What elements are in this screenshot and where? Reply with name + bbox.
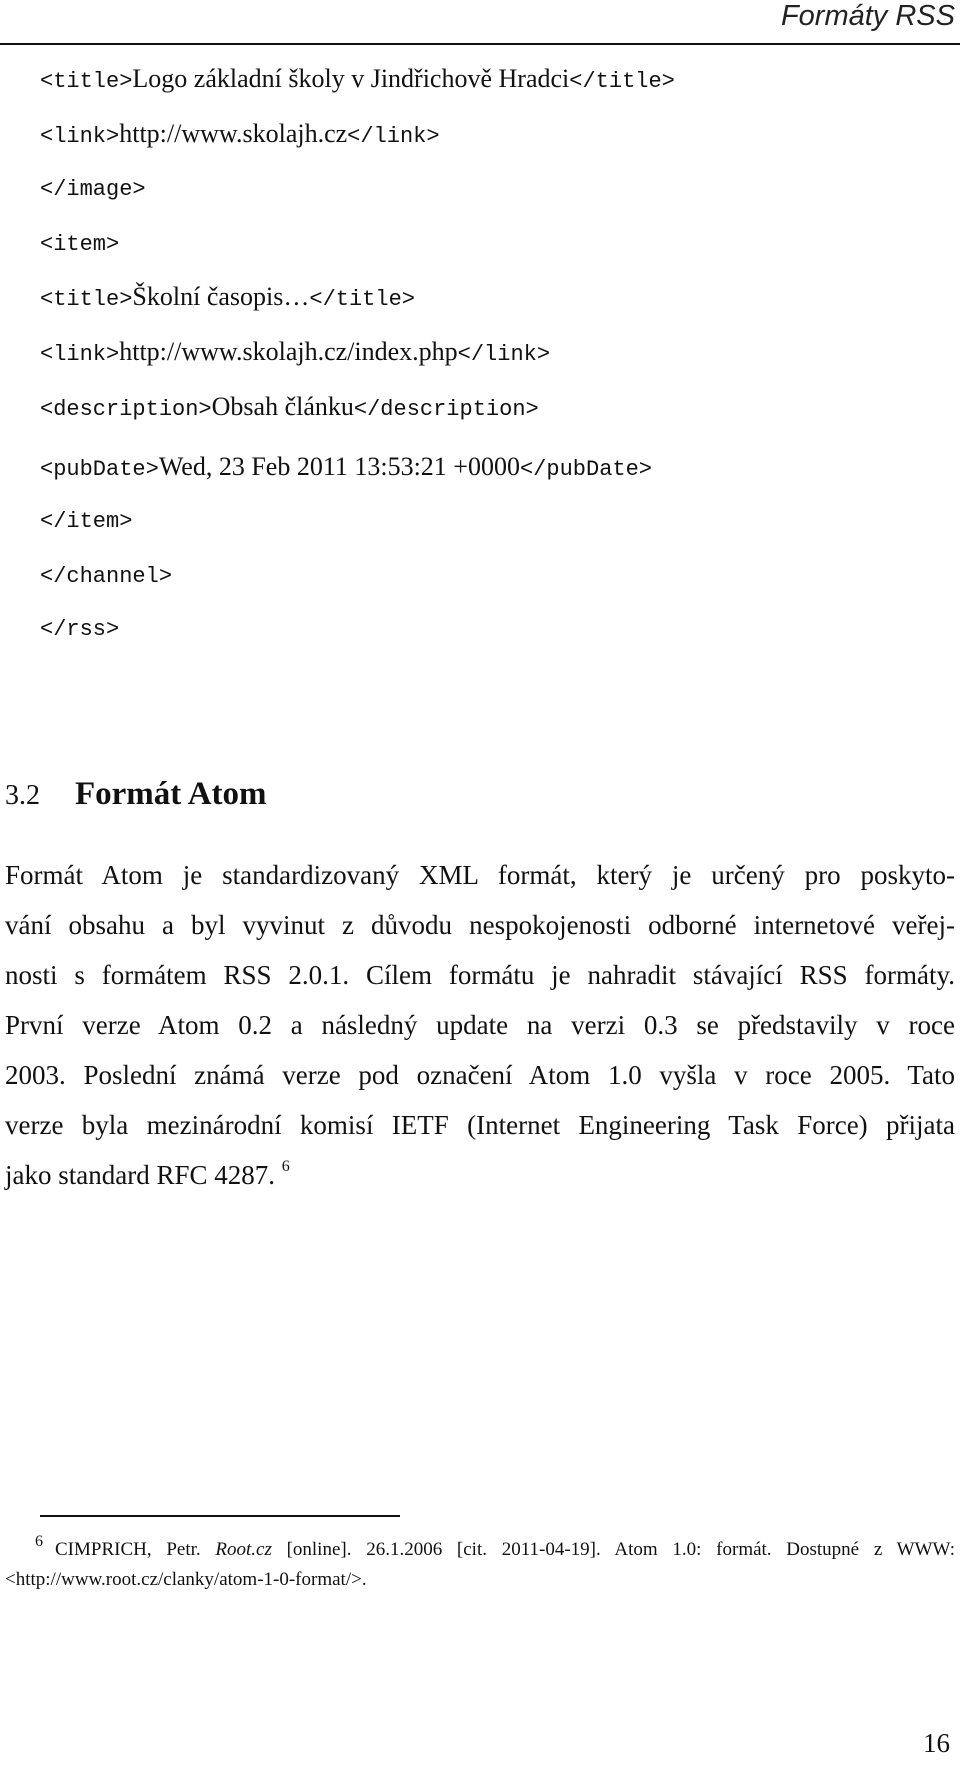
paragraph-line-last <box>5 1150 955 1200</box>
code-text: Školní časopis… <box>132 282 310 311</box>
section-number: 3.2 <box>5 780 40 811</box>
body-paragraph <box>5 850 955 1200</box>
running-header-title: Formáty RSS <box>780 0 955 32</box>
code-open-tag: <link> <box>40 124 120 149</box>
code-text: http://www.skolajh.cz <box>119 119 348 148</box>
code-close-tag: </pubDate> <box>519 457 653 482</box>
code-text: Obsah článku <box>211 392 354 421</box>
section-heading <box>5 774 267 816</box>
code-open-tag: </channel> <box>40 564 173 589</box>
code-open-tag: <pubDate> <box>40 457 159 482</box>
code-open-tag: <item> <box>40 232 120 257</box>
paragraph-line: Formát Atom je standardizovaný XML formát, který je určený pro poskyto- <box>5 860 955 890</box>
paragraph-line: verze byla mezinárodní komisí IETF (Internet Engineering Task Force) přijata <box>5 1110 955 1140</box>
code-line <box>40 504 132 537</box>
paragraph-line: 2003. Poslední známá verze pod označení Atom 1.0 vyšla v roce 2005. Tato <box>5 1060 955 1090</box>
section-title: Formát Atom <box>75 776 267 812</box>
code-open-tag: <title> <box>40 287 133 312</box>
code-open-tag: <title> <box>40 69 133 94</box>
code-open-tag: </item> <box>40 509 133 534</box>
code-open-tag: </image> <box>40 177 146 202</box>
code-line <box>40 227 119 260</box>
footnote-mark: 6 <box>35 1533 43 1550</box>
footnote-line-1 <box>5 1535 955 1565</box>
code-text: Wed, 23 Feb 2011 13:53:21 +0000 <box>158 452 520 481</box>
code-line <box>40 64 675 97</box>
code-line <box>40 392 539 425</box>
code-line <box>40 282 415 315</box>
footnote-source: Root.cz <box>215 1539 272 1560</box>
footnote-details: [online]. 26.1.2006 [cit. 2011-04-19]. Atom 1.0: formát. Dostupné z WWW: <box>286 1539 956 1560</box>
paragraph-line: První verze Atom 0.2 a následný update na verzi 0.3 se představily v roce <box>5 1010 955 1040</box>
code-open-tag: <link> <box>40 342 120 367</box>
footnote-url[interactable]: <http://www.root.cz/clanky/atom-1-0-format/>. <box>5 1569 367 1590</box>
code-close-tag: </link> <box>457 342 551 367</box>
code-close-tag: </title> <box>569 69 675 94</box>
code-line <box>40 612 119 645</box>
footnote-separator <box>40 1515 400 1517</box>
code-text: http://www.skolajh.cz/index.php <box>119 337 458 366</box>
footnote-reference[interactable]: 6 <box>281 1158 290 1175</box>
code-line <box>40 559 172 592</box>
footnote-author: CIMPRICH, Petr. <box>55 1539 201 1560</box>
paragraph-last-text: jako standard RFC 4287. <box>5 1160 275 1190</box>
code-line <box>40 452 652 485</box>
paragraph-line: vání obsahu a byl vyvinut z důvodu nespokojenosti odborné internetové veřej- <box>5 910 955 940</box>
code-text: Logo základní školy v Jindřichově Hradci <box>132 64 570 93</box>
code-line <box>40 337 550 370</box>
paragraph-line: nosti s formátem RSS 2.0.1. Cílem formátu je nahradit stávající RSS formáty. <box>5 960 955 990</box>
code-line <box>40 119 440 152</box>
page-number: 16 <box>923 1728 950 1758</box>
code-close-tag: </title> <box>309 287 415 312</box>
code-open-tag: </rss> <box>40 617 120 642</box>
footnote <box>5 1535 955 1595</box>
code-close-tag: </link> <box>347 124 440 149</box>
header-rule <box>0 43 960 45</box>
code-line <box>40 172 146 205</box>
code-close-tag: </description> <box>353 397 539 422</box>
code-open-tag: <description> <box>40 397 212 422</box>
